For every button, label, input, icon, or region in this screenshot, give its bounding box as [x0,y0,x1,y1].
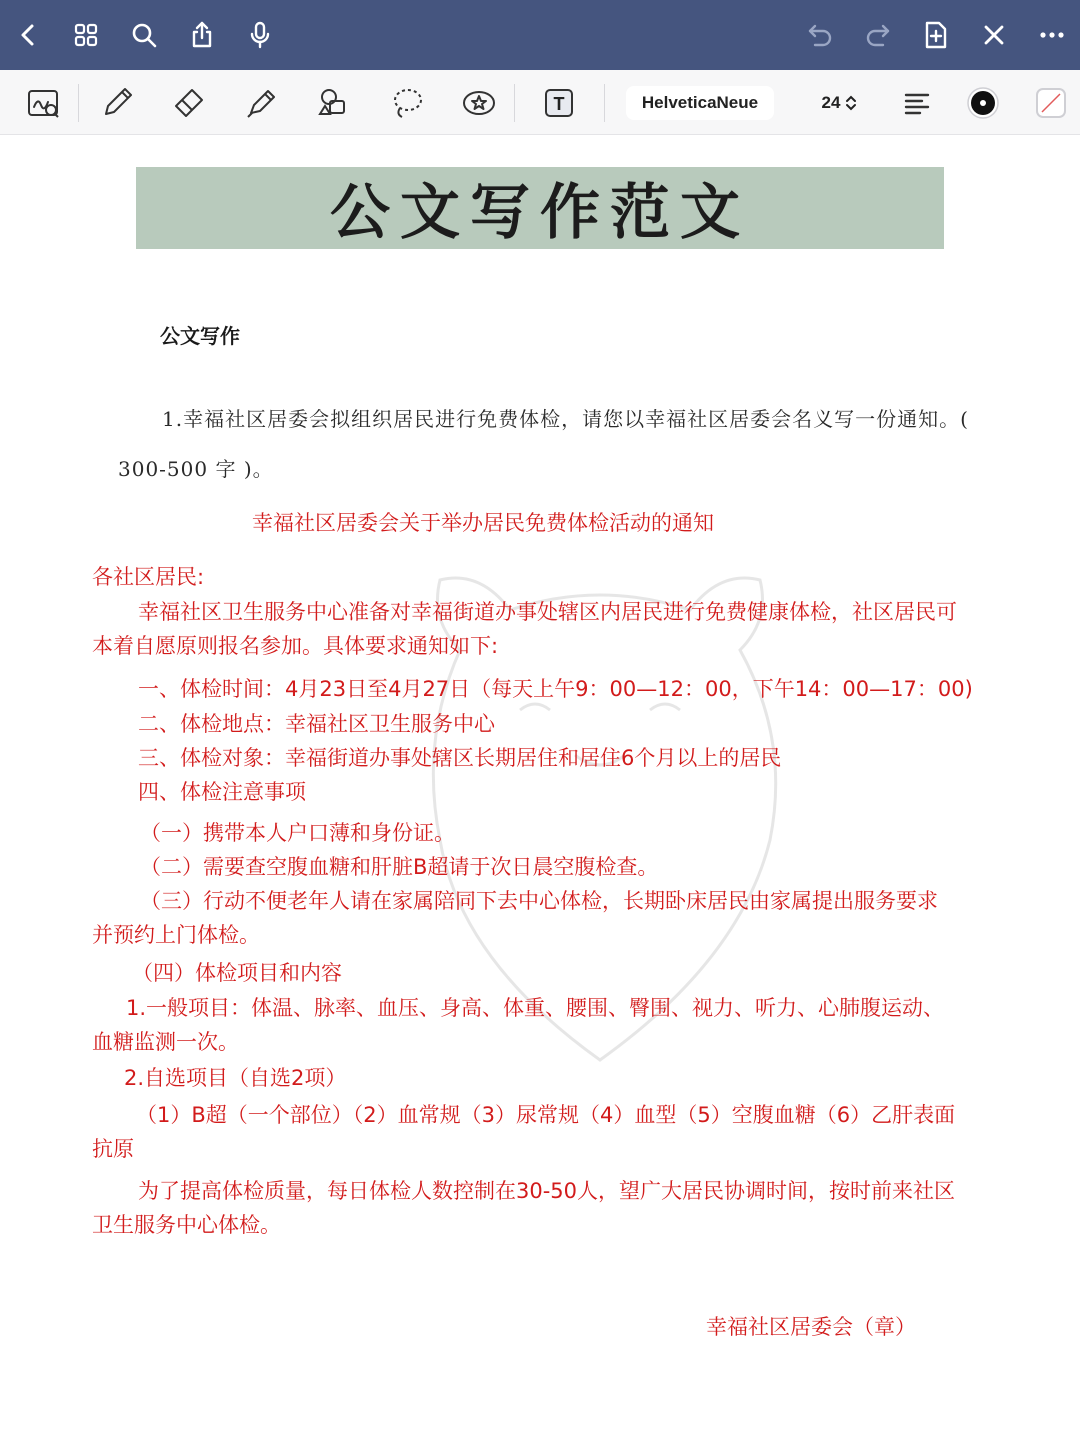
notice-general-items: 1.一般项目：体温、脉率、血压、身高、体重、腰围、臀围、视力、听力、心肺腹运动、血糖监测一次。 [92,996,945,1054]
image-scan-icon[interactable] [22,82,64,124]
grid-icon[interactable] [68,17,104,53]
lasso-icon[interactable] [386,82,428,124]
undo-icon[interactable] [802,17,838,53]
notice-item-3: 三、体检对象：幸福街道办事处辖区长期居住和居住6个月以上的居民 [138,746,782,770]
back-chevron-icon[interactable] [10,17,46,53]
font-family-selector[interactable] [626,86,774,120]
add-page-icon[interactable] [918,17,954,53]
eraser-icon[interactable] [168,82,210,124]
top-navigation-bar [0,0,1080,70]
more-icon[interactable] [1034,17,1070,53]
stepper-icon [844,93,858,113]
notice-item-1: 一、体检时间：4月23日至4月27日（每天上午9：00—12：00，下午14：00—17：00) [138,677,973,701]
question-text: 1.幸福社区居委会拟组织居民进行免费体检，请您以幸福社区居委会名义写一份通知。( 300-500 字 )。 [118,407,969,481]
notice-subitem-4: （四）体检项目和内容 [132,961,342,985]
highlighter-icon[interactable] [240,82,282,124]
pen-icon[interactable] [96,82,138,124]
font-size-value: 24 [821,93,841,112]
search-icon[interactable] [126,17,162,53]
notice-optional-list: （1）B超（一个部位）（2）血常规（3）尿常规（4）血型（5）空腹血糖（6）乙肝表面抗原 [92,1103,956,1161]
title-banner [136,167,944,249]
notice-closing: 为了提高体检质量，每日体检人数控制在30-50人，望广大居民协调时间，按时前来社区卫生服务中心体检。 [92,1179,956,1237]
toolbar-divider [604,84,605,122]
notice-title: 幸福社区居委会关于举办居民免费体检活动的通知 [252,511,714,535]
align-left-icon[interactable] [896,82,938,124]
font-family-value: HelveticaNeue [641,93,759,112]
svg-text:T: T [553,94,565,114]
toolbar-divider [78,84,79,122]
notice-item-4: 四、体检注意事项 [138,780,306,804]
notice-subitem-1: （一）携带本人户口薄和身份证。 [140,821,455,845]
notice-optional-heading: 2.自选项目（自选2项） [124,1066,347,1090]
notice-intro: 幸福社区卫生服务中心准备对幸福街道办事处辖区内居民进行免费健康体检，社区居民可本着自愿原则报名参加。具体要求通知如下: [92,600,957,658]
font-size-selector[interactable] [808,86,872,120]
background-color-icon[interactable] [1030,82,1072,124]
redo-icon[interactable] [860,17,896,53]
close-icon[interactable] [976,17,1012,53]
sticker-icon[interactable] [458,82,500,124]
notice-subitem-2: （二）需要查空腹血糖和肝脏B超请于次日晨空腹检查。 [140,855,659,879]
color-picker-icon[interactable] [962,82,1004,124]
shapes-icon[interactable] [312,82,354,124]
microphone-icon[interactable] [242,17,278,53]
section-heading: 公文写作 [160,324,240,348]
notice-item-2: 二、体检地点：幸福社区卫生服务中心 [138,712,495,736]
text-tool-icon[interactable] [538,82,580,124]
toolbar-divider [514,84,515,122]
share-icon[interactable] [184,17,220,53]
notice-signature: 幸福社区居委会（章） [706,1315,916,1339]
notice-subitem-3: （三）行动不便老年人请在家属陪同下去中心体检，长期卧床居民由家属提出服务要求并预约上门体检。 [92,889,938,947]
banner-title: 公文写作范文 [330,178,750,248]
notice-salutation: 各社区居民: [92,565,205,589]
